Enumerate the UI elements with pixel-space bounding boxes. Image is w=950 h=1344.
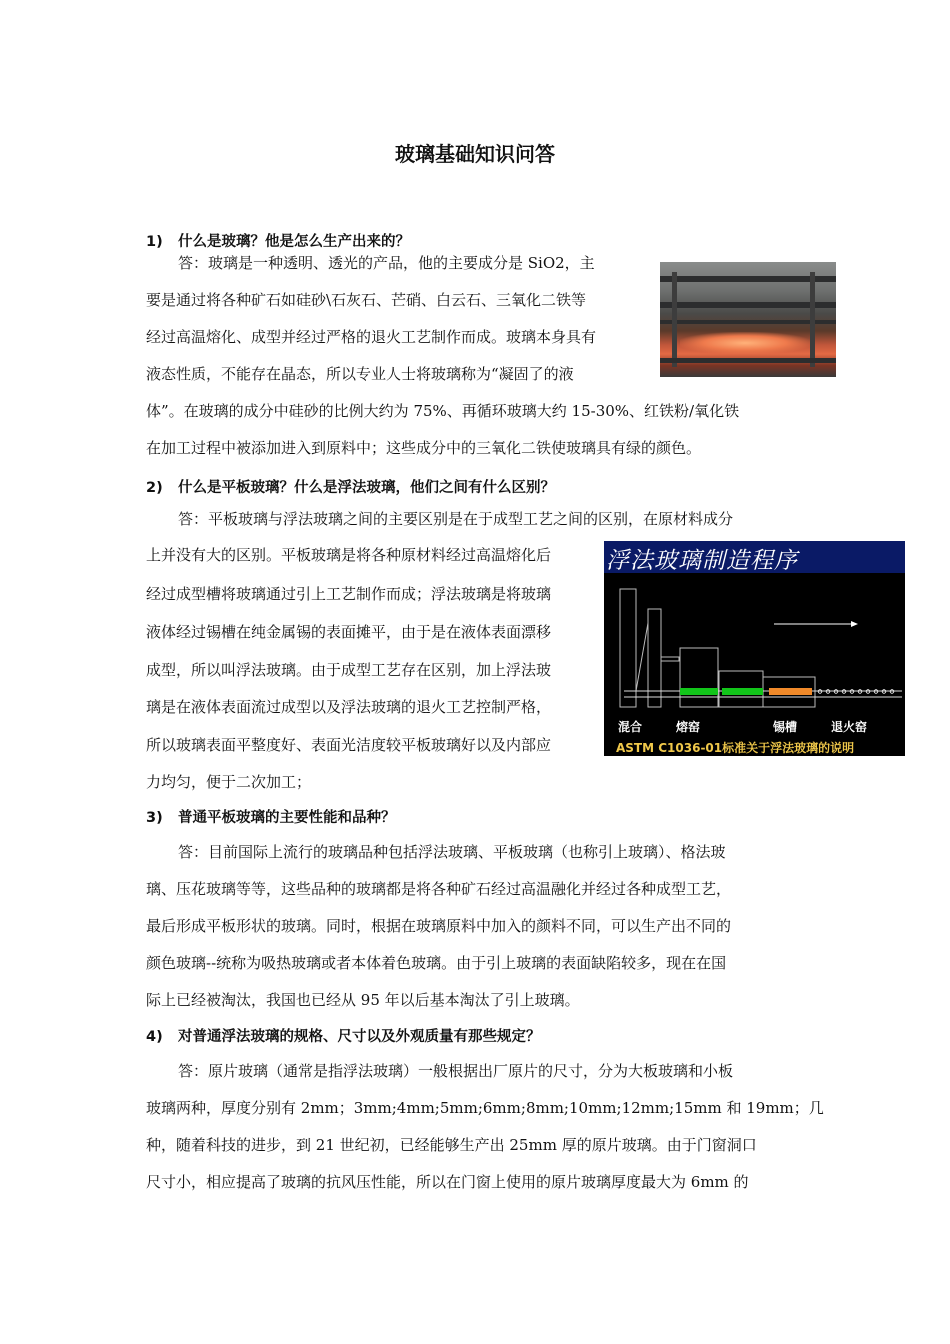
label-annealing-lehr: 退火窑 (831, 720, 868, 734)
figure-title: 浮法玻璃制造程序 (606, 548, 798, 574)
q1-line: 经过高温熔化、成型并经过严格的退火工艺制作而成。玻璃本身具有 (146, 328, 597, 346)
q2-line: 答：平板玻璃与浮法玻璃之间的主要区别是在于成型工艺之间的区别，在原材料成分 (178, 510, 734, 528)
question-4-text: 对普通浮法玻璃的规格、尺寸以及外观质量有那些规定？ (178, 1029, 541, 1045)
q1-line: 在加工过程中被添加进入到原料中；这些成分中的三氧化二铁使玻璃具有绿的颜色。 (146, 439, 702, 457)
question-4-number: 4) (146, 1029, 163, 1045)
figure-caption: ASTM C1036-01标准关于浮法玻璃的说明 (616, 741, 855, 755)
q2-line: 成型，所以叫浮法玻璃。由于成型工艺存在区别，加上浮法玻 (146, 661, 552, 679)
q2-line: 力均匀，便于二次加工； (146, 773, 312, 791)
question-2-text: 什么是平板玻璃？什么是浮法玻璃，他们之间有什么区别？ (178, 480, 555, 496)
q3-line: 答：目前国际上流行的玻璃品种包括浮法玻璃、平板玻璃（也称引上玻璃）、格法玻 (178, 843, 726, 861)
question-4-heading (146, 1025, 541, 1046)
q4-line: 尺寸小，相应提高了玻璃的抗风压性能，所以在门窗上使用的原片玻璃厚度最大为 6mm 的 (146, 1173, 749, 1191)
q3-line: 际上已经被淘汰，我国也已经从 95 年以后基本淘汰了引上玻璃。 (146, 991, 580, 1009)
q2-line: 经过成型槽将玻璃通过引上工艺制作而成；浮法玻璃是将玻璃 (146, 585, 552, 603)
q1-line: 答：玻璃是一种透明、透光的产品，他的主要成分是 SiO2，主 (178, 254, 595, 272)
q3-line: 颜色玻璃--统称为吸热玻璃或者本体着色玻璃。由于引上玻璃的表面缺陷较多，现在在国 (146, 954, 727, 972)
label-mixing: 混合 (618, 720, 643, 734)
question-3-heading (146, 806, 396, 827)
question-3-number: 3) (146, 810, 163, 826)
q2-line: 液体经过锡槽在纯金属锡的表面摊平，由于是在液体表面漂移 (146, 623, 552, 641)
q1-line: 液态性质，不能存在晶态，所以专业人士将玻璃称为“凝固了的液 (146, 365, 574, 383)
document-title: 玻璃基础知识问答 (395, 142, 555, 166)
question-1-text: 什么是玻璃？他是怎么生产出来的？ (178, 234, 410, 250)
q3-line: 最后形成平板形状的玻璃。同时，根据在玻璃原料中加入的颜料不同，可以生产出不同的 (146, 917, 732, 935)
q4-line: 答：原片玻璃（通常是指浮法玻璃）一般根据出厂原片的尺寸，分为大板玻璃和小板 (178, 1062, 734, 1080)
question-1-number: 1) (146, 234, 163, 250)
question-2-heading (146, 476, 555, 497)
question-1-heading (146, 230, 410, 251)
float-glass-process-figure (604, 541, 905, 756)
q1-line: 体”。在玻璃的成分中硅砂的比例大约为 75%、再循环玻璃大约 15-30%、红铁粉/氧化铁 (146, 402, 740, 420)
label-tin-bath: 锡槽 (773, 720, 798, 734)
q3-line: 璃、压花玻璃等等，这些品种的玻璃都是将各种矿石经过高温融化并经过各种成型工艺， (146, 880, 732, 898)
glass-furnace-photo (660, 262, 836, 377)
label-furnace: 熔窑 (676, 720, 701, 734)
q4-line: 种，随着科技的进步，到 21 世纪初，已经能够生产出 25mm 厚的原片玻璃。由于门窗洞口 (146, 1136, 757, 1154)
question-3-text: 普通平板玻璃的主要性能和品种？ (178, 810, 396, 826)
q2-line: 璃是在液体表面流过成型以及浮法玻璃的退火工艺控制严格， (146, 698, 552, 716)
q1-line: 要是通过将各种矿石如硅砂\石灰石、芒硝、白云石、三氧化二铁等 (146, 291, 587, 309)
q4-line: 玻璃两种，厚度分别有 2mm；3mm;4mm;5mm;6mm;8mm;10mm;12mm;15mm 和 19mm；几 (146, 1099, 824, 1117)
q2-line: 上并没有大的区别。平板玻璃是将各种原材料经过高温熔化后 (146, 546, 552, 564)
question-2-number: 2) (146, 480, 163, 496)
q2-line: 所以玻璃表面平整度好、表面光洁度较平板玻璃好以及内部应 (146, 736, 552, 754)
